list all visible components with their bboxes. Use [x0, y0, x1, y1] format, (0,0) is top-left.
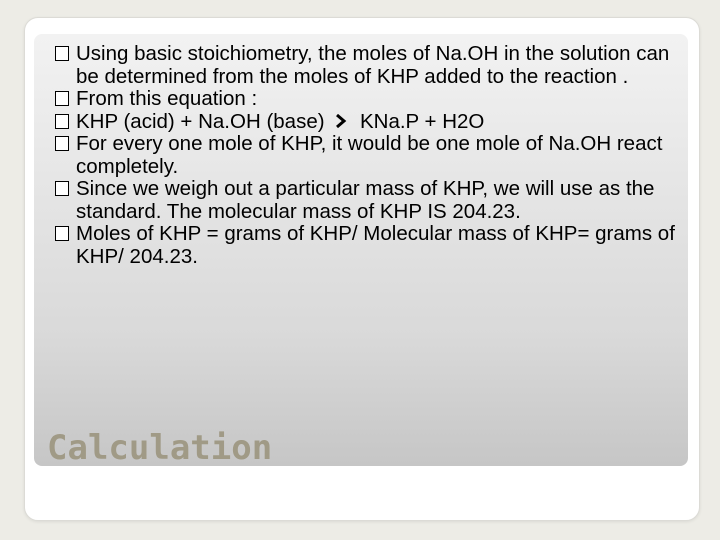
square-bullet-icon — [55, 114, 69, 129]
square-bullet-icon — [55, 91, 69, 106]
bullet-text: Using basic stoichiometry, the moles of Na.OH in the solution can be determined from the moles of KHP added to the reaction . — [76, 42, 670, 88]
square-bullet-icon — [55, 46, 69, 61]
bullet-text: Since we weigh out a particular mass of KHP, we will use as the standard. The molecular mass of KHP IS 204.23. — [76, 177, 655, 223]
bullet-item-moles-formula — [55, 223, 695, 268]
equation-right: KNa.P + H2O — [359, 109, 485, 133]
bullet-item-equation — [55, 111, 695, 134]
bullet-item-stoichiometry — [55, 43, 695, 88]
bullet-list — [55, 43, 695, 268]
square-bullet-icon — [55, 226, 69, 241]
bullet-text: Moles of KHP = grams of KHP/ Molecular mass of KHP= grams of KHP/ 204.23. — [76, 222, 675, 268]
right-arrow-icon — [334, 114, 348, 128]
bullet-text: For every one mole of KHP, it would be one mole of Na.OH react completely. — [76, 132, 663, 178]
bullet-item-standard — [55, 178, 695, 223]
bullet-text: From this equation : — [76, 87, 258, 110]
square-bullet-icon — [55, 181, 69, 196]
equation-left: KHP (acid) + Na.OH (base) — [76, 109, 325, 133]
bullet-item-equation-intro — [55, 88, 695, 111]
bullet-item-mole-ratio — [55, 133, 695, 178]
square-bullet-icon — [55, 136, 69, 151]
slide-title: Calculation — [47, 428, 273, 468]
